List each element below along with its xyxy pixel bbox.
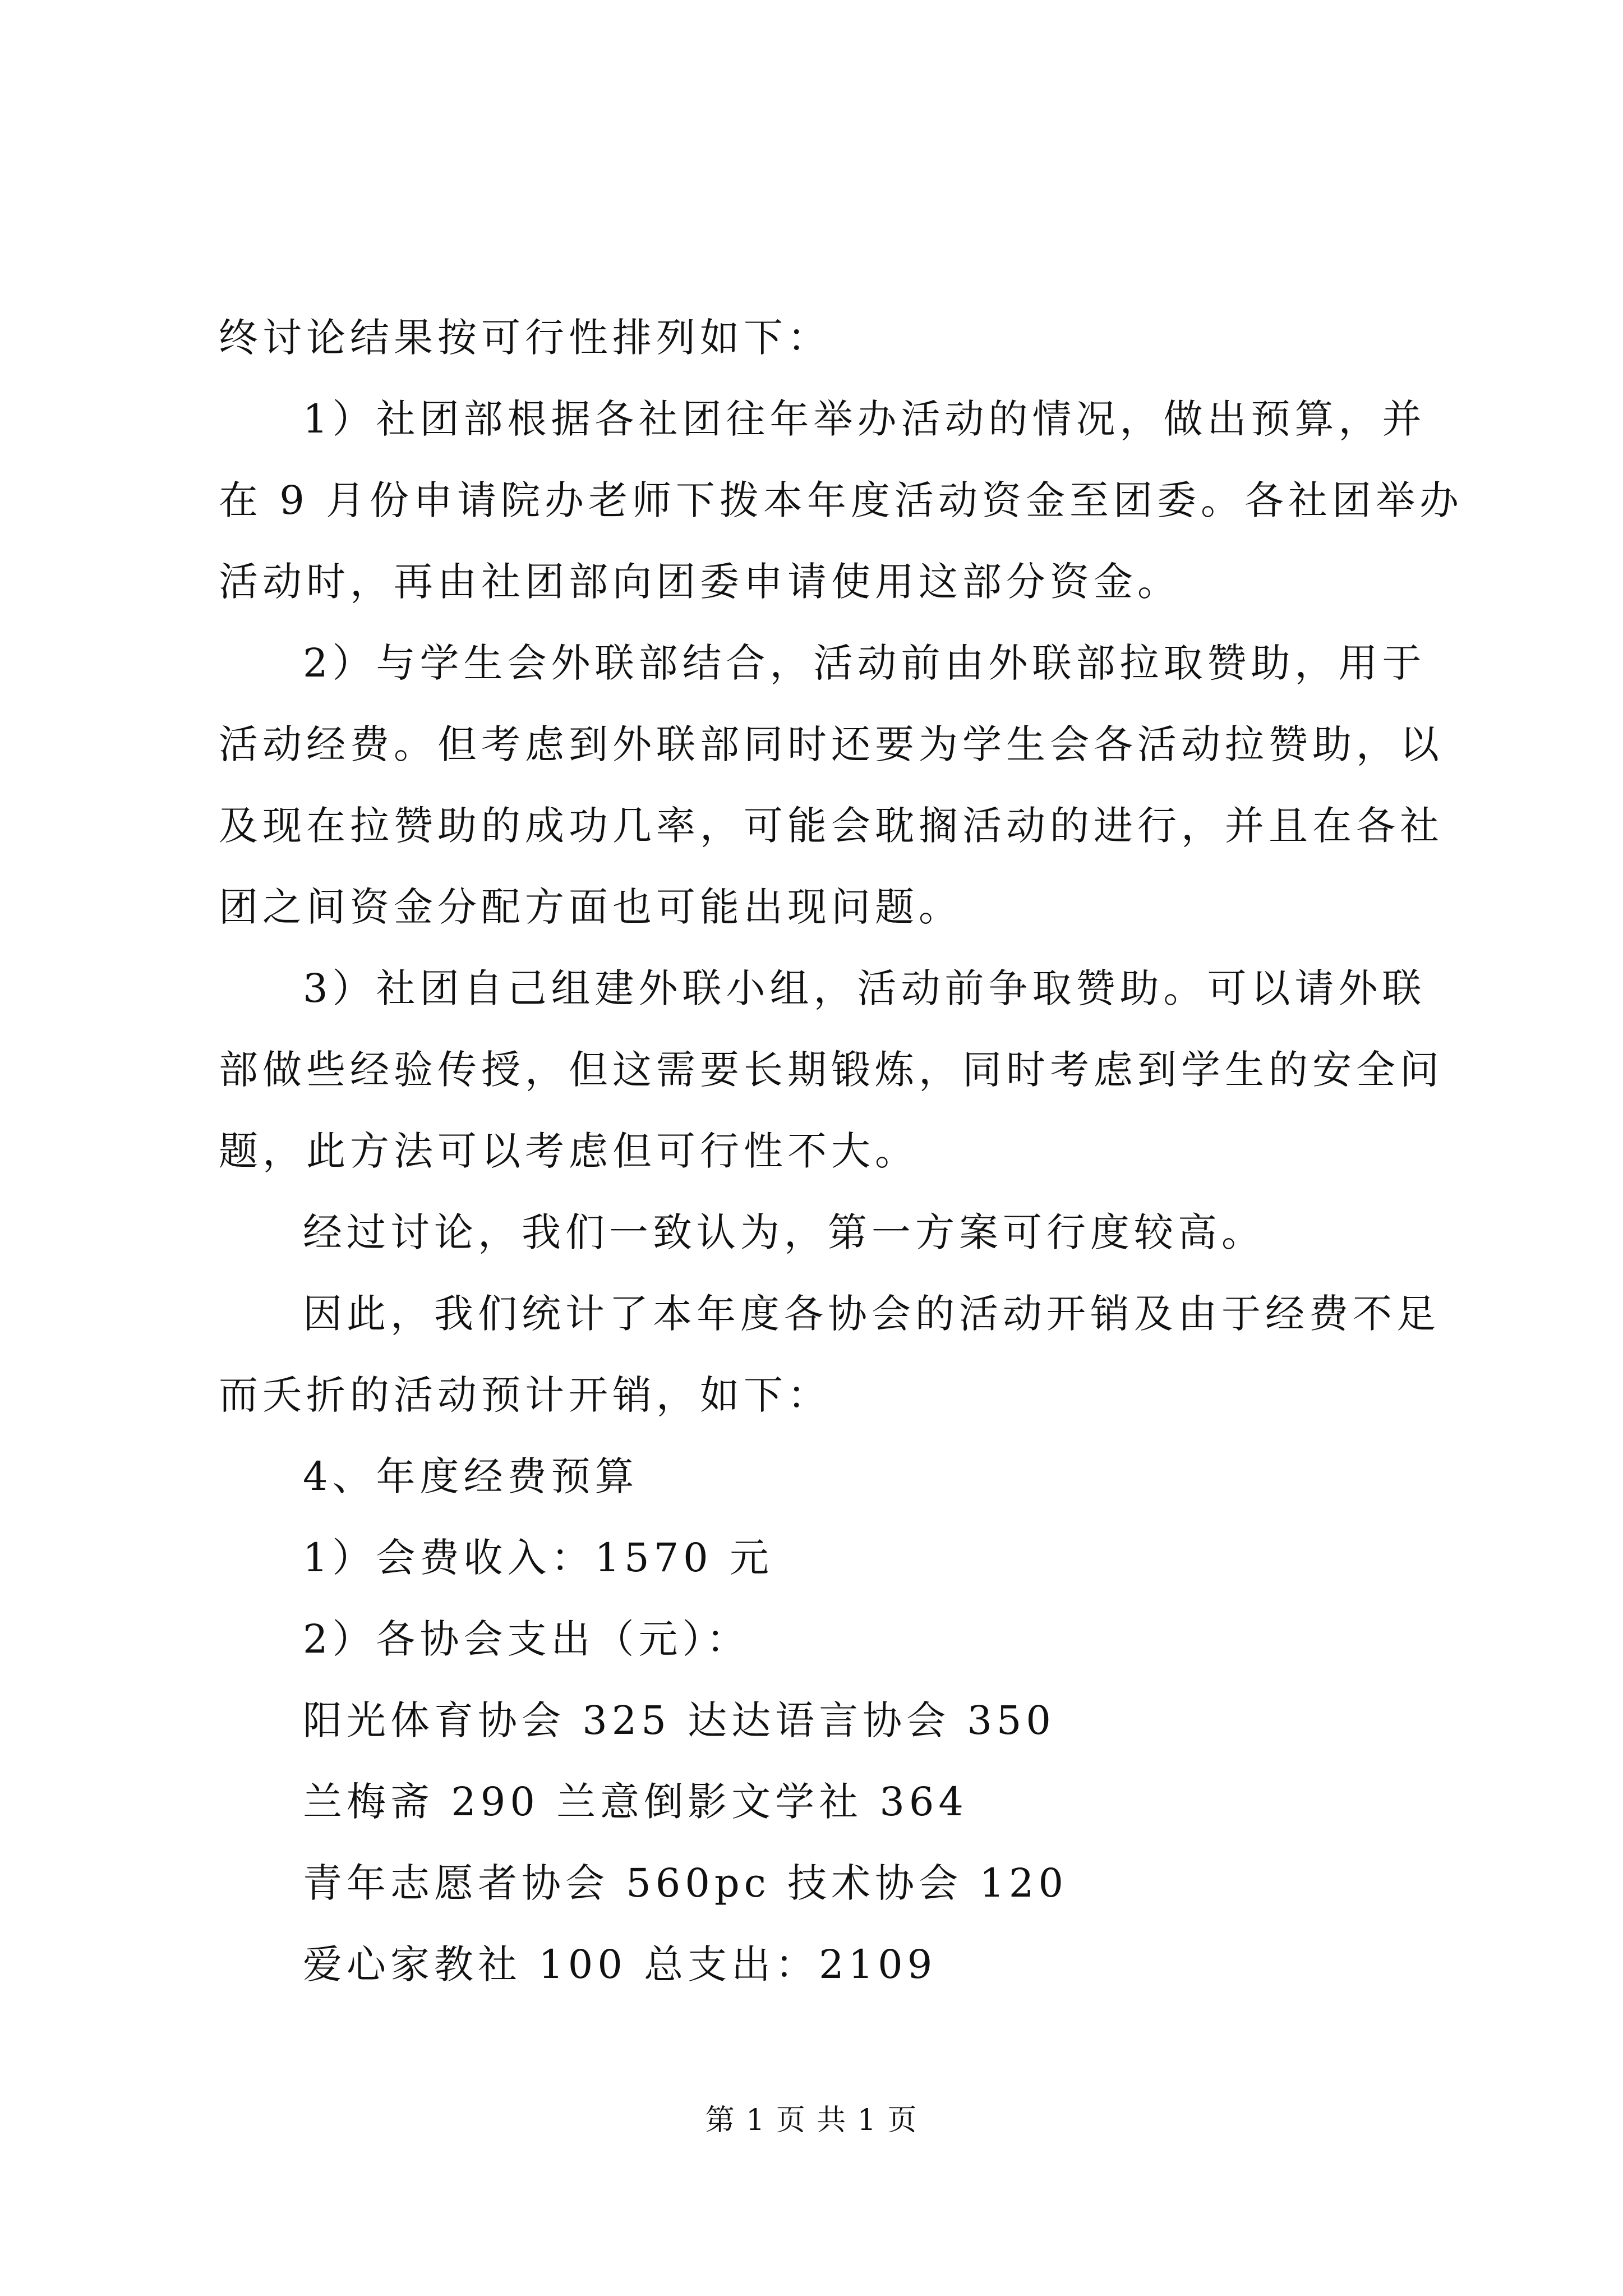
paragraph-line-6: 活动经费。但考虑到外联部同时还要为学生会各活动拉赞助，以 bbox=[219, 721, 1444, 767]
budget-expense-row-3: 青年志愿者协会 560pc 技术协会 120 bbox=[303, 1860, 1068, 1906]
paragraph-line-10: 部做些经验传授，但这需要长期锻炼，同时考虑到学生的安全问 bbox=[219, 1047, 1444, 1093]
paragraph-line-4: 活动时，再由社团部向团委申请使用这部分资金。 bbox=[219, 559, 1181, 605]
paragraph-line-12: 经过讨论，我们一致认为，第一方案可行度较高。 bbox=[303, 1209, 1265, 1255]
paragraph-line-14: 而夭折的活动预计开销，如下： bbox=[219, 1372, 831, 1418]
paragraph-line-2: 1）社团部根据各社团往年举办活动的情况，做出预算，并 bbox=[303, 396, 1426, 442]
paragraph-line-13: 因此，我们统计了本年度各协会的活动开销及由于经费不足 bbox=[303, 1291, 1440, 1337]
paragraph-line-1: 终讨论结果按可行性排列如下： bbox=[219, 315, 831, 361]
page-number-footer: 第 1 页 共 1 页 bbox=[705, 2104, 918, 2137]
paragraph-line-11: 题，此方法可以考虑但可行性不大。 bbox=[219, 1128, 919, 1174]
section-heading: 4、年度经费预算 bbox=[303, 1453, 639, 1499]
paragraph-line-9: 3）社团自己组建外联小组，活动前争取赞助。可以请外联 bbox=[303, 965, 1426, 1011]
budget-income: 1）会费收入：1570 元 bbox=[303, 1535, 773, 1581]
paragraph-line-7: 及现在拉赞助的成功几率，可能会耽搁活动的进行，并且在各社 bbox=[219, 803, 1444, 849]
budget-expense-row-1: 阳光体育协会 325 达达语言协会 350 bbox=[303, 1697, 1055, 1743]
paragraph-line-3: 在 9 月份申请院办老师下拨本年度活动资金至团委。各社团举办 bbox=[219, 477, 1464, 523]
paragraph-line-8: 团之间资金分配方面也可能出现问题。 bbox=[219, 884, 962, 930]
paragraph-line-5: 2）与学生会外联部结合，活动前由外联部拉取赞助，用于 bbox=[303, 640, 1426, 686]
budget-expense-row-4: 爱心家教社 100 总支出：2109 bbox=[303, 1941, 937, 1987]
budget-expense-row-2: 兰梅斋 290 兰意倒影文学社 364 bbox=[303, 1779, 968, 1825]
budget-expense-heading: 2）各协会支出（元）： bbox=[303, 1616, 750, 1662]
